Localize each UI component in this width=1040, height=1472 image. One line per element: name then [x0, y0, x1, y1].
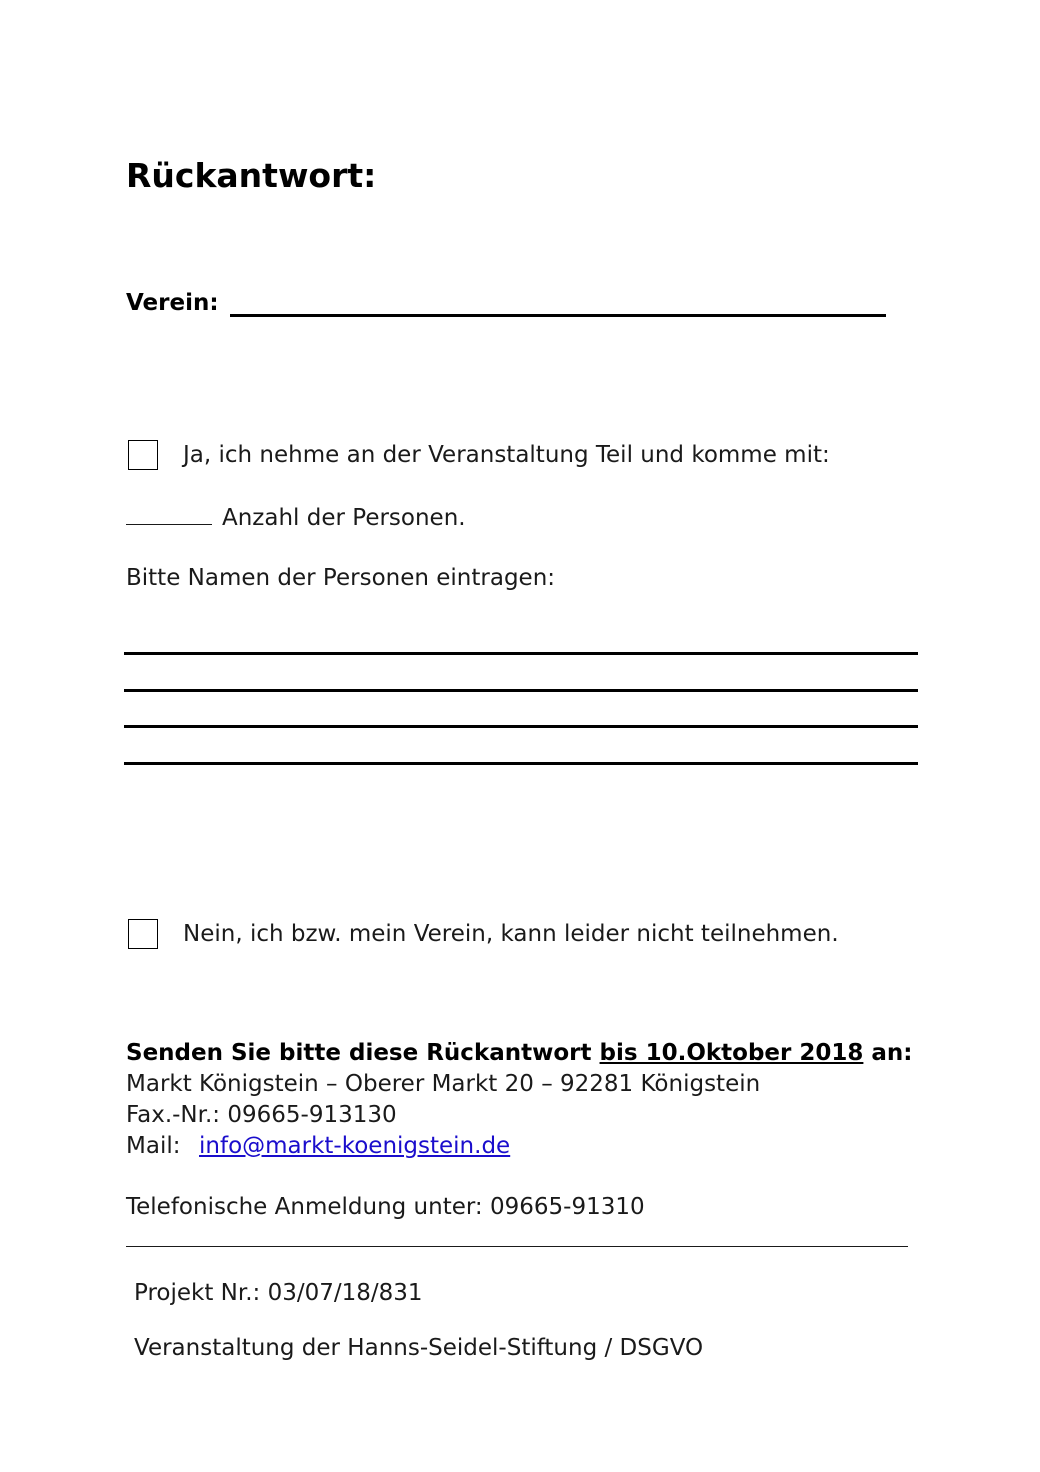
nein-checkbox[interactable] — [128, 919, 158, 949]
contact-fax: Fax.-Nr.: 09665-913130 — [126, 1102, 397, 1128]
name-input-line[interactable] — [124, 762, 918, 765]
name-input-line[interactable] — [124, 652, 918, 655]
send-suffix: an: — [863, 1040, 913, 1066]
verein-input-line[interactable] — [230, 314, 886, 317]
name-input-line[interactable] — [124, 689, 918, 692]
contact-mail-label: Mail: — [126, 1133, 181, 1159]
contact-mail-link[interactable]: info@markt-koenigstein.de — [199, 1133, 511, 1159]
send-deadline: bis 10.Oktober 2018 — [599, 1040, 864, 1066]
ja-checkbox[interactable] — [128, 440, 158, 470]
page-title: Rückantwort: — [126, 156, 377, 195]
project-number: Projekt Nr.: 03/07/18/831 — [134, 1280, 423, 1306]
anzahl-label: Anzahl der Personen. — [222, 505, 466, 531]
contact-phone: Telefonische Anmeldung unter: 09665-91310 — [126, 1194, 645, 1220]
send-instruction — [126, 1040, 913, 1066]
contact-address: Markt Königstein – Oberer Markt 20 – 92281 Königstein — [126, 1071, 761, 1097]
ja-option-text: Ja, ich nehme an der Veranstaltung Teil und komme mit: — [183, 442, 830, 468]
anzahl-input-line[interactable] — [126, 524, 212, 525]
names-instruction: Bitte Namen der Personen eintragen: — [126, 565, 556, 591]
event-organizer: Veranstaltung der Hanns-Seidel-Stiftung / DSGVO — [134, 1335, 704, 1361]
send-prefix: Senden Sie bitte diese Rückantwort — [126, 1040, 600, 1066]
nein-option-text: Nein, ich bzw. mein Verein, kann leider nicht teilnehmen. — [183, 921, 839, 947]
verein-label: Verein: — [126, 290, 219, 316]
separator-line — [126, 1246, 908, 1247]
name-input-line[interactable] — [124, 725, 918, 728]
